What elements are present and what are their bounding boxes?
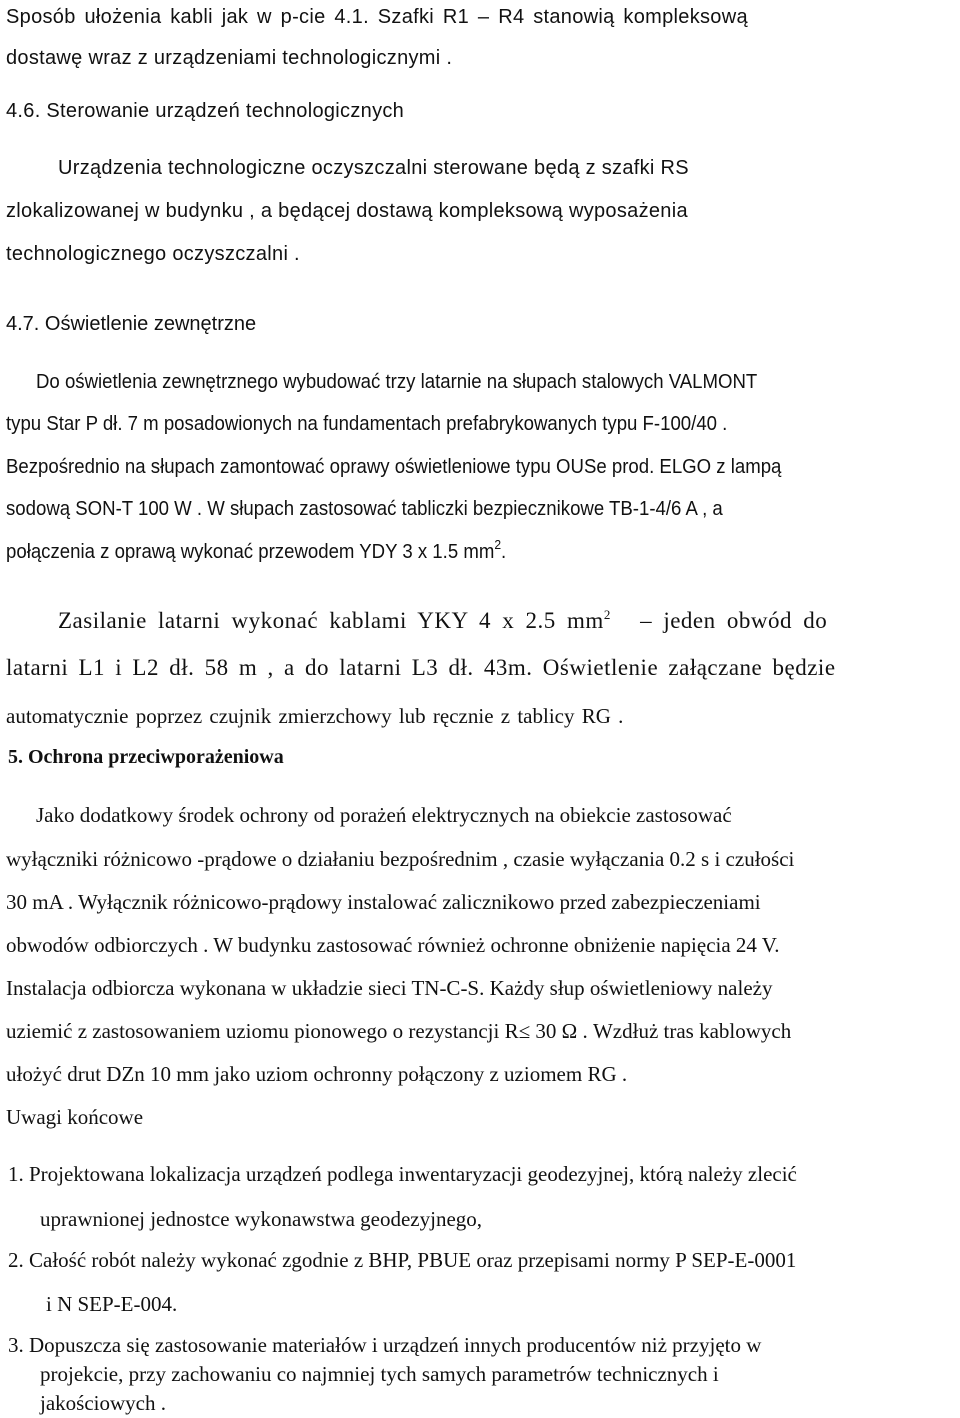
list-item: 3. Dopuszcza się zastosowanie materiałów i urządzeń innych producentów niż przyjęto w — [8, 1333, 762, 1357]
remarks-heading: Uwagi końcowe — [6, 1105, 144, 1129]
text-line: projekcie, przy zachowaniu co najmniej tych samych parametrów technicznych i — [40, 1362, 719, 1386]
text-line: obwodów odbiorczych . W budynku zastosować również ochronne obniżenie napięcia 24 V. — [6, 933, 780, 957]
list-item: 1. Projektowana lokalizacja urządzeń podlega inwentaryzacji geodezyjnej, którą należy zlecić — [8, 1162, 797, 1186]
text-line: Bezpośrednio na słupach zamontować oprawy oświetleniowe typu OUSe prod. ELGO z lampą — [6, 456, 782, 478]
section-heading-4-6: 4.6. Sterowanie urządzeń technologicznych — [6, 100, 405, 122]
list-item: 2. Całość robót należy wykonać zgodnie z BHP, PBUE oraz przepisami normy P SEP-E-0001 — [8, 1248, 797, 1272]
text-line: Sposób ułożenia kabli jak w p-cie 4.1. Szafki R1 – R4 stanowią kompleksową — [6, 6, 748, 28]
text-line: Instalacja odbiorcza wykonana w układzie sieci TN-C-S. Każdy słup oświetleniowy należy — [6, 976, 773, 1000]
text-line: wyłączniki różnicowo -prądowe o działaniu bezpośrednim , czasie wyłączania 0.2 s i czułości — [6, 847, 795, 871]
text-line: 30 mA . Wyłącznik różnicowo-prądowy instalować zalicznikowo przed zabezpieczeniami — [6, 890, 761, 914]
text-line: uziemić z zastosowaniem uziomu pionowego o rezystancji R≤ 30 Ω . Wzdłuż tras kablowych — [6, 1019, 792, 1043]
text-line: Do oświetlenia zewnętrznego wybudować trzy latarnie na słupach stalowych VALMONT — [36, 371, 758, 393]
text-line: i N SEP-E-004. — [46, 1292, 178, 1316]
text-line: połączenia z oprawą wykonać przewodem YDY 3 x 1.5 $mm^2$. — [6, 537, 507, 563]
section-heading-4-7: 4.7. Oświetlenie zewnętrzne — [6, 313, 257, 335]
text-line: uprawnionej jednostce wykonawstwa geodezyjnego, — [40, 1207, 483, 1231]
text-line: Urządzenia technologiczne oczyszczalni sterowane będą z szafki RS — [58, 157, 689, 179]
text-line: automatycznie poprzez czujnik zmierzchowy lub ręcznie z tablicy RG . — [6, 704, 624, 728]
text-line: Jako dodatkowy środek ochrony od porażeń elektrycznych na obiekcie zastosować — [36, 803, 732, 827]
text-line: sodową SON-T 100 W . W słupach zastosować tabliczki bezpiecznikowe TB-1-4/6 A , a — [6, 498, 723, 520]
text-line: technologicznego oczyszczalni . — [6, 243, 300, 265]
text-line: Zasilanie latarni wykonać kablami YKY 4 x 2.5 $mm^2$ – jeden obwód do — [58, 607, 828, 633]
text-line: zlokalizowanej w budynku , a będącej dostawą kompleksową wyposażenia — [6, 200, 688, 222]
text-line: latarni L1 i L2 dł. 58 m , a do latarni L3 dł. 43m. Oświetlenie załączane będzie — [6, 655, 836, 680]
section-heading-5: 5. Ochrona przeciwporażeniowa — [8, 746, 284, 768]
text-line: dostawę wraz z urządzeniami technologicznymi . — [6, 47, 453, 69]
text-line: jakościowych . — [40, 1391, 166, 1415]
text-line: ułożyć drut DZn 10 mm jako uziom ochronny połączony z uziomem RG . — [6, 1062, 628, 1086]
text-line: typu Star P dł. 7 m posadowionych na fundamentach prefabrykowanych typu F-100/40 . — [6, 413, 728, 435]
